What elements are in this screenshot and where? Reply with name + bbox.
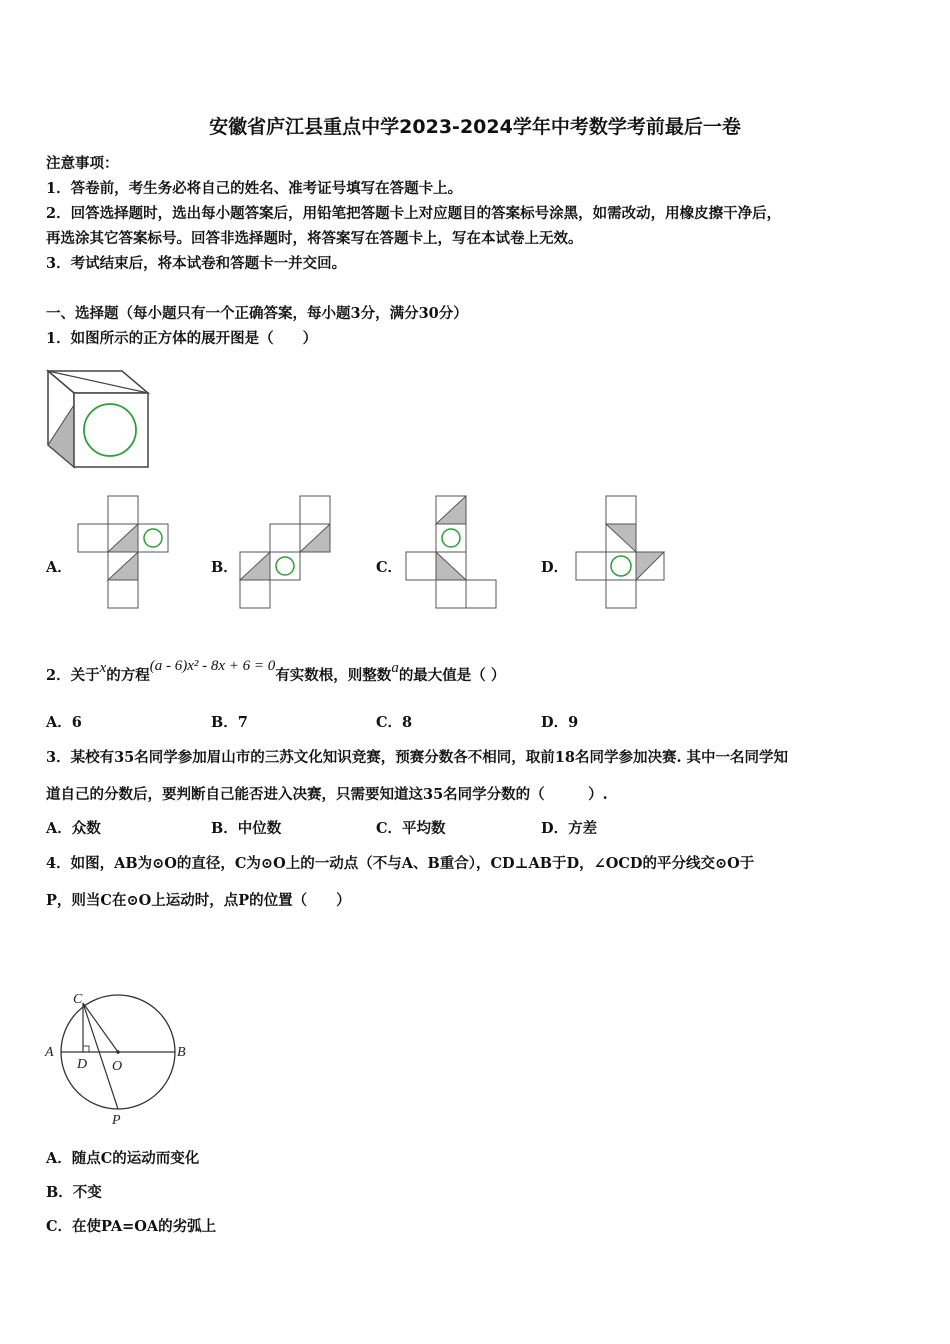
q2-option-d: D．9	[541, 714, 579, 731]
q2-prefix: 2．关于	[46, 667, 100, 684]
q2-option-c: C．8	[376, 714, 413, 731]
q4-option-b: B．不变	[46, 1184, 102, 1201]
q3-option-d: D．方差	[541, 820, 598, 837]
q2-option-b: B．7	[211, 714, 248, 731]
q4-option-a: A．随点C的运动而变化	[46, 1150, 200, 1167]
q3-option-a: A．众数	[46, 820, 101, 837]
q3-line-2: 道自己的分数后，要判断自己能否进入决赛，只需要知道这35名同学分数的（ ）.	[46, 786, 608, 803]
section-heading: 一、选择题（每小题只有一个正确答案，每小题3分，满分30分）	[46, 305, 468, 322]
q2-mid: 的方程	[106, 667, 150, 684]
q2-suffix: 有实数根，则整数	[275, 667, 392, 684]
q1-option-b-net	[236, 490, 336, 614]
notice-heading: 注意事项：	[46, 155, 119, 172]
q2-variable-a: a	[391, 660, 399, 676]
notice-item: 1．答卷前，考生务必将自己的姓名、准考证号填写在答题卡上。	[46, 180, 463, 197]
point-label-p: P	[112, 1113, 121, 1128]
q2-suffix2: 的最大值是（ ）	[398, 667, 506, 684]
page-title: 安徽省庐江县重点中学2023-2024学年中考数学考前最后一卷	[209, 116, 741, 138]
q3-option-c: C．平均数	[376, 820, 446, 837]
q1-option-c-net	[402, 490, 502, 614]
q2-stem	[46, 658, 506, 685]
q2-option-a: A．6	[46, 714, 82, 731]
q1-option-b-label: B．	[211, 559, 238, 576]
q1-option-d-net	[568, 490, 668, 614]
point-label-c: C	[73, 992, 83, 1007]
q1-option-a-label: A．	[46, 559, 72, 576]
q4-circle-figure	[42, 988, 202, 1128]
q2-equation: (a - 6)x² - 8x + 6 = 0	[149, 658, 276, 674]
notice-item: 2．回答选择题时，选出每小题答案后，用铅笔把答题卡上对应题目的答案标号涂黑，如需改动，用橡皮擦干净后，	[46, 205, 782, 222]
point-label-d: D	[77, 1057, 88, 1072]
q3-option-b: B．中位数	[211, 820, 282, 837]
q1-option-c-label: C．	[376, 559, 403, 576]
q4-option-c: C．在使PA=OA的劣弧上	[46, 1218, 217, 1235]
q4-line-2: P，则当C在⊙O上运动时，点P的位置（ ）	[46, 892, 351, 909]
q1-option-a-net	[72, 490, 172, 614]
q2-variable-x: x	[99, 660, 107, 676]
notice-item: 再选涂其它答案标号。回答非选择题时，将答案写在答题卡上，写在本试卷上无效。	[46, 230, 583, 247]
q1-stem: 1．如图所示的正方体的展开图是（ ）	[46, 330, 318, 347]
q1-cube-figure	[44, 365, 152, 471]
q4-line-1: 4．如图，AB为⊙O的直径，C为⊙O上的一动点（不与A、B重合），CD⊥AB于D，∠OCD的平分线交⊙O于	[46, 855, 755, 872]
point-label-a: A	[45, 1045, 54, 1060]
q1-option-d-label: D．	[541, 559, 569, 576]
notice-item: 3．考试结束后，将本试卷和答题卡一并交回。	[46, 255, 347, 272]
q3-line-1: 3．某校有35名同学参加眉山市的三苏文化知识竞赛，预赛分数各不相同，取前18名同学参加决赛. 其中一名同学知	[46, 749, 789, 766]
point-label-b: B	[177, 1045, 186, 1060]
point-label-o: O	[112, 1059, 123, 1074]
